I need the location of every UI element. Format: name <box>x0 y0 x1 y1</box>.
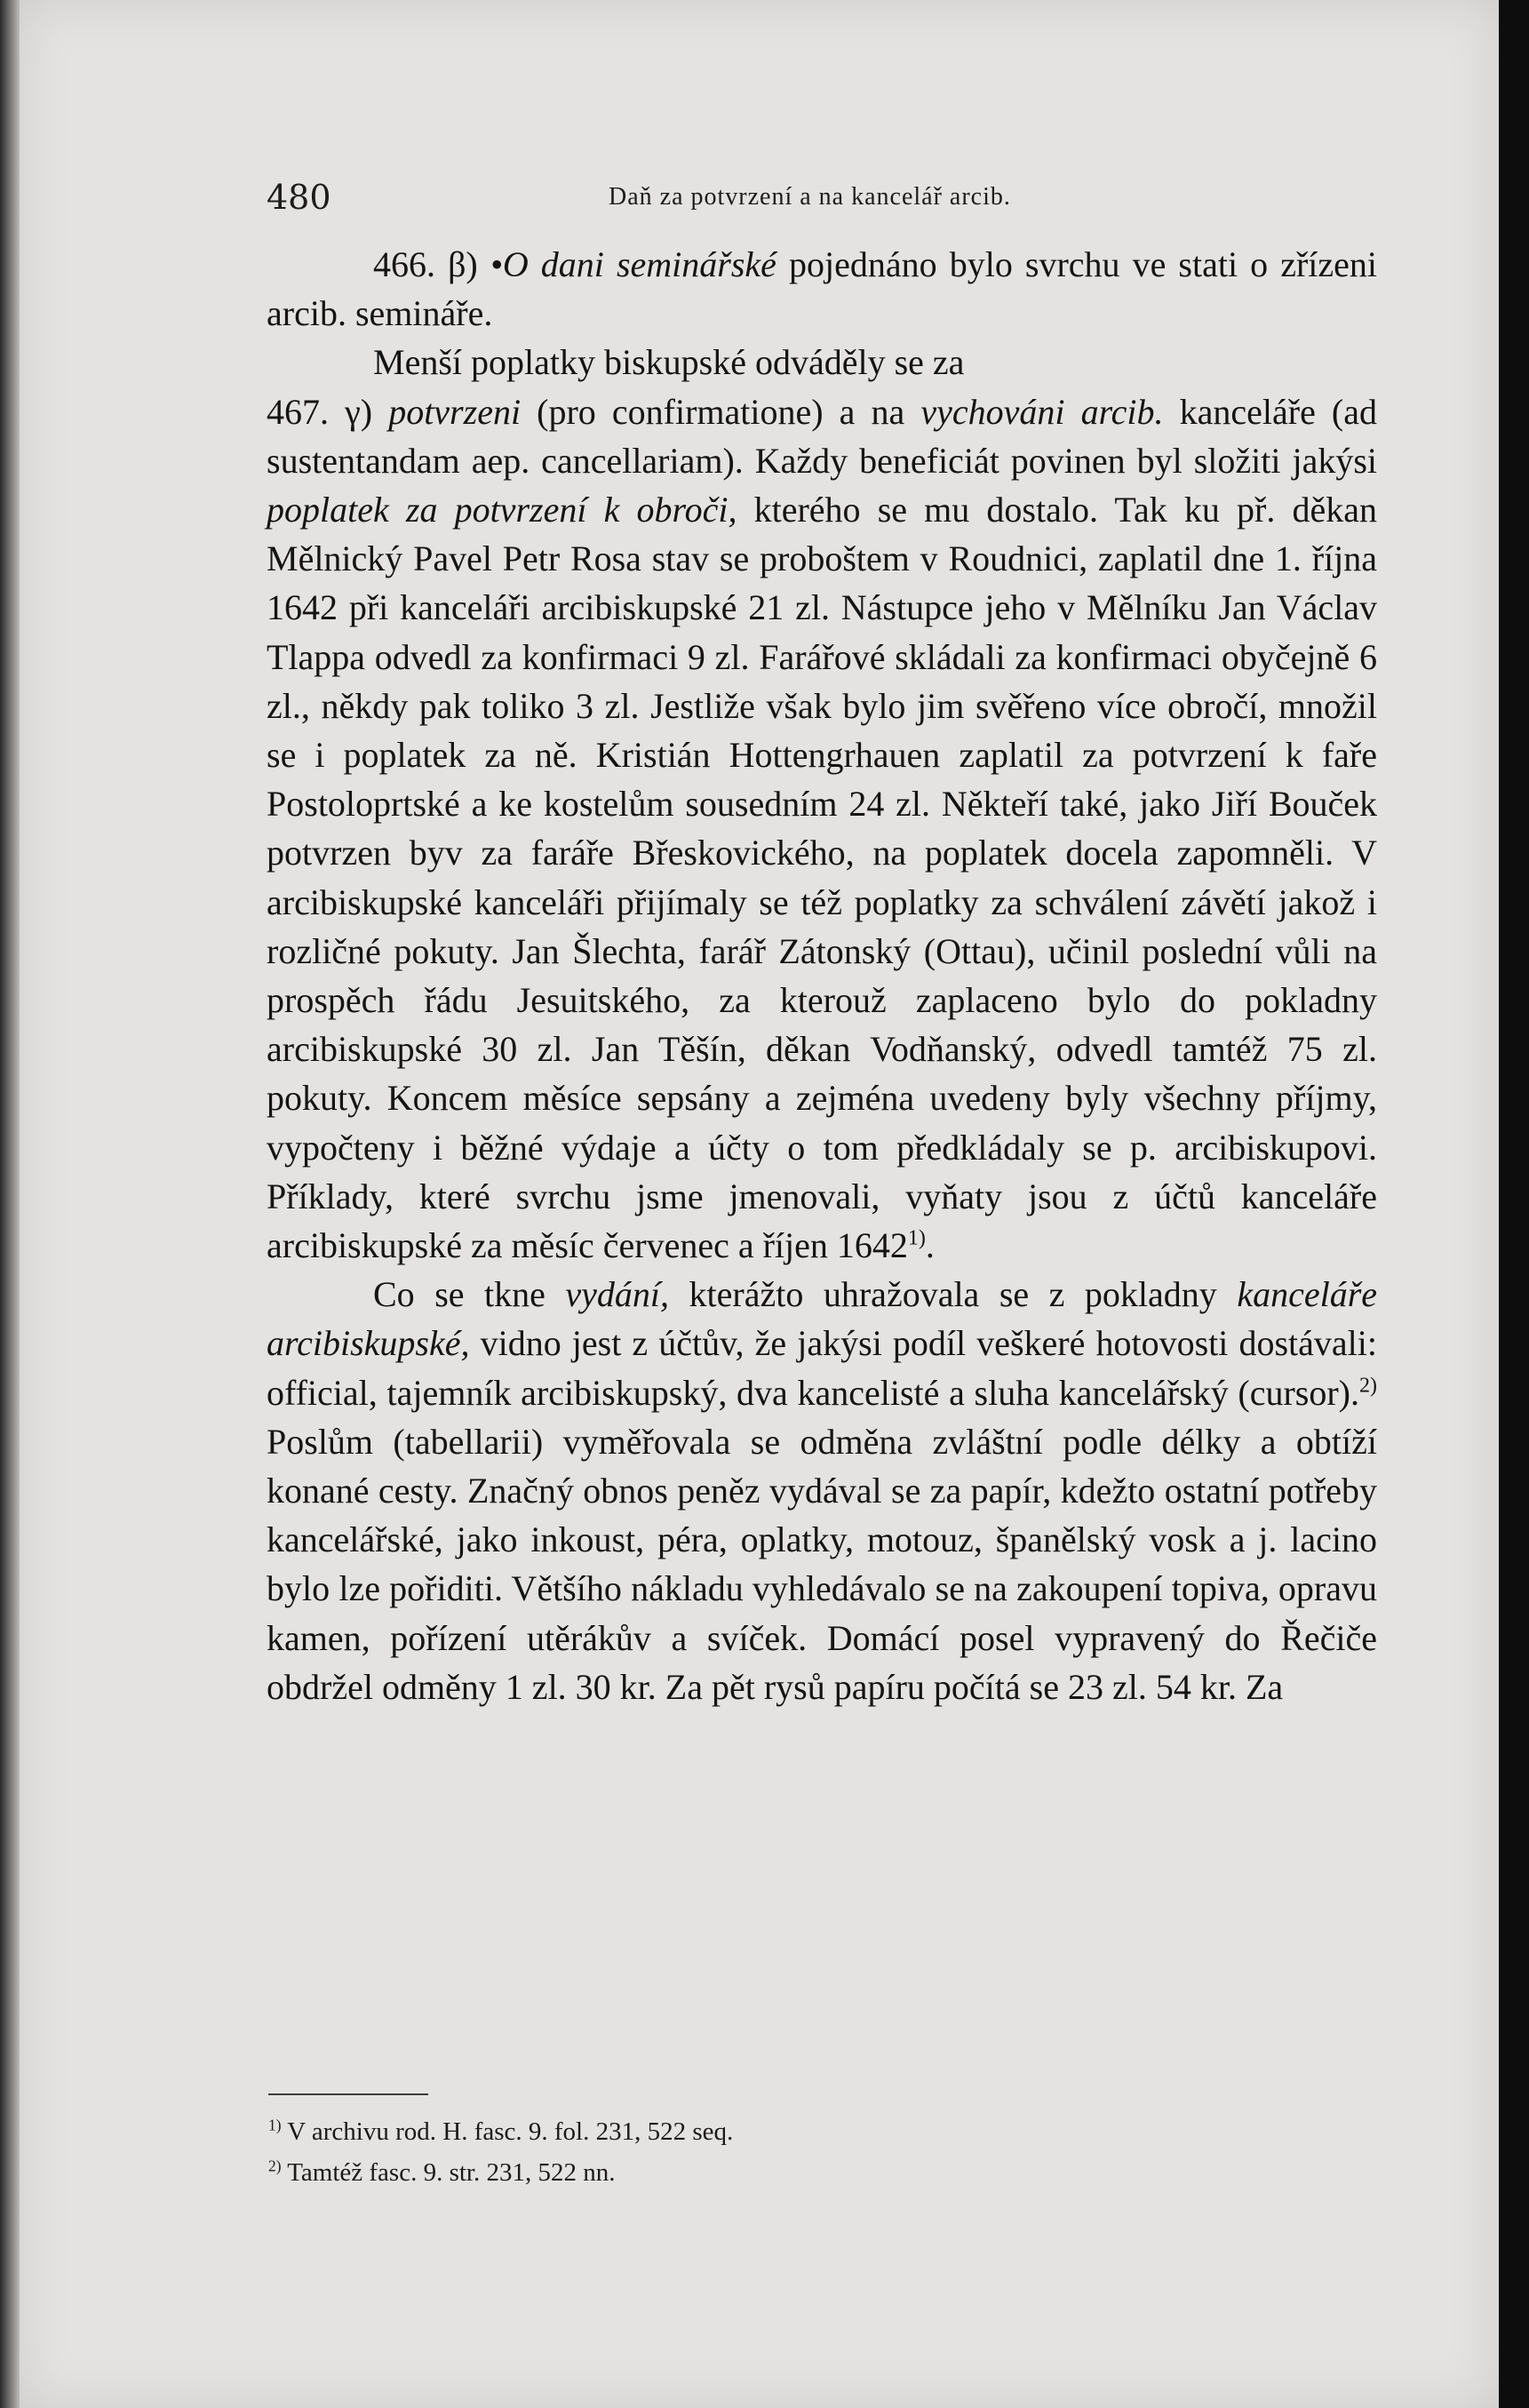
footnote-2 <box>268 2152 1334 2193</box>
footnote-ref: 2) <box>1359 1374 1377 1398</box>
italic-term: vychováni arcib. <box>920 391 1164 432</box>
footnote-ref: 1) <box>907 1226 926 1250</box>
scan-right-edge <box>1499 0 1529 2408</box>
paragraph-text: kterážto uhražovala se z pokladny <box>689 1274 1217 1315</box>
paragraph-text: pojednáno bylo svrchu ve stati o zřízeni arcib. semináře. <box>267 244 1378 334</box>
footnote-mark: 2) <box>268 2157 282 2175</box>
paragraph-text: (pro confirmatione) a na <box>537 391 905 432</box>
footnote-text: V archivu rod. H. fasc. 9. fol. 231, 522 seq. <box>287 2117 734 2146</box>
footnote-divider <box>268 2093 428 2095</box>
paragraph-467 <box>267 387 1377 1271</box>
paragraph-466 <box>267 240 1377 338</box>
footnote-text: Tamtéž fasc. 9. str. 231, 522 nn. <box>287 2158 616 2187</box>
italic-term: kanceláře arcibiskupské, <box>267 1274 1378 1364</box>
footnotes <box>268 2111 1334 2193</box>
italic-term: poplatek za potvrzení k obroči, <box>267 490 737 530</box>
section-mark: γ) <box>345 391 373 432</box>
paragraph-expenses <box>267 1270 1377 1711</box>
paragraph-text: kanceláře (ad sustentandam aep. cancellariam). Každy beneficiát povinen byl složiti jakýsi <box>267 391 1377 481</box>
italic-term: •O dani seminářské <box>490 244 776 284</box>
paragraph-text: Poslům (tabellarii) vyměřovala se odměna zvláštní podle délky a obtíží konané cesty. Značný obnos peněz vydával se za papír, kdežto ostatní potřeby kancelářské, jako inkoust, péra, oplatky, motouz, španělský vosk a j. lacino bylo lze pořiditi. Většího nákladu vyhledávalo se na zakoupení topiva, opravu kamen, pořízení utěrákův a svíček. Domácí posel vypravený do Řečiče obdržel odměny 1 zl. 30 kr. Za pět rysů papíru počítá se 23 zl. 54 kr. Za <box>267 1421 1377 1707</box>
page-header <box>267 178 1377 231</box>
paragraph-intro <box>267 338 1377 387</box>
footnote-mark: 1) <box>268 2116 282 2134</box>
paragraph-text: kterého se mu dostalo. Tak ku př. děkan Mělnický Pavel Petr Rosa stav se proboštem v Roudnici, zaplatil dne 1. října 1642 při kanceláři arcibiskupské 21 zl. Nástupce jeho v Mělníku Jan Václav Tlappa odvedl za konfirmaci 9 zl. Farářové skládali za konfirmaci obyčejně 6 zl., někdy pak toliko 3 zl. Jestliže však bylo jim svěřeno více obročí, množil se i poplatek za ně. Kristián Hottengrhauen zaplatil za potvrzení k faře Postoloprtské a ke kostelům sousedním 24 zl. Někteří také, jako Jiří Bouček potvrzen byv za faráře Břeskovického, na poplatek docela zapomněli. V arcibiskupské kanceláři přijímaly se též poplatky za schválení závětí jakož i rozličné pokuty. Jan Šlechta, farář Zátonský (Ottau), učinil poslední vůli na prospěch řádu Jesuitského, za kterouž zaplaceno bylo do pokladny arcibiskupské 30 zl. Jan Těšín, děkan Vodňanský, odvedl tamtéž 75 zl. pokuty. Koncem měsíce sepsány a zejména uvedeny byly všechny příjmy, vypočteny i běžné výdaje a účty o tom předkládaly se p. arcibiskupovi. Příklady, které svrchu jsme jmenovali, vyňaty jsou z účtů kanceláře arcibiskupské za měsíc červenec a říjen 1642 <box>267 490 1378 1266</box>
body-text <box>267 240 1377 1711</box>
punctuation: . <box>925 1225 935 1266</box>
scan-left-edge <box>0 0 20 2408</box>
footnote-1 <box>268 2111 1334 2152</box>
paragraph-text: Co se tkne <box>373 1274 546 1315</box>
paragraph-text: Menší poplatky biskupské odváděly se za <box>373 342 965 383</box>
section-number: 466. <box>373 244 435 284</box>
section-number: 467. <box>267 391 329 432</box>
italic-term: potvrzeni <box>388 391 522 432</box>
running-title: Daň za potvrzení a na kancelář arcib. <box>609 183 1011 211</box>
paragraph-text: vidno jest z účtův, že jakýsi podíl veškeré hotovosti dostávali: official, tajemník arcibiskupský, dva kancelisté a sluha kancelářský (cursor). <box>267 1323 1378 1413</box>
page-number: 480 <box>267 178 331 217</box>
italic-term: vydání, <box>565 1274 670 1315</box>
section-mark: β) <box>448 244 478 284</box>
